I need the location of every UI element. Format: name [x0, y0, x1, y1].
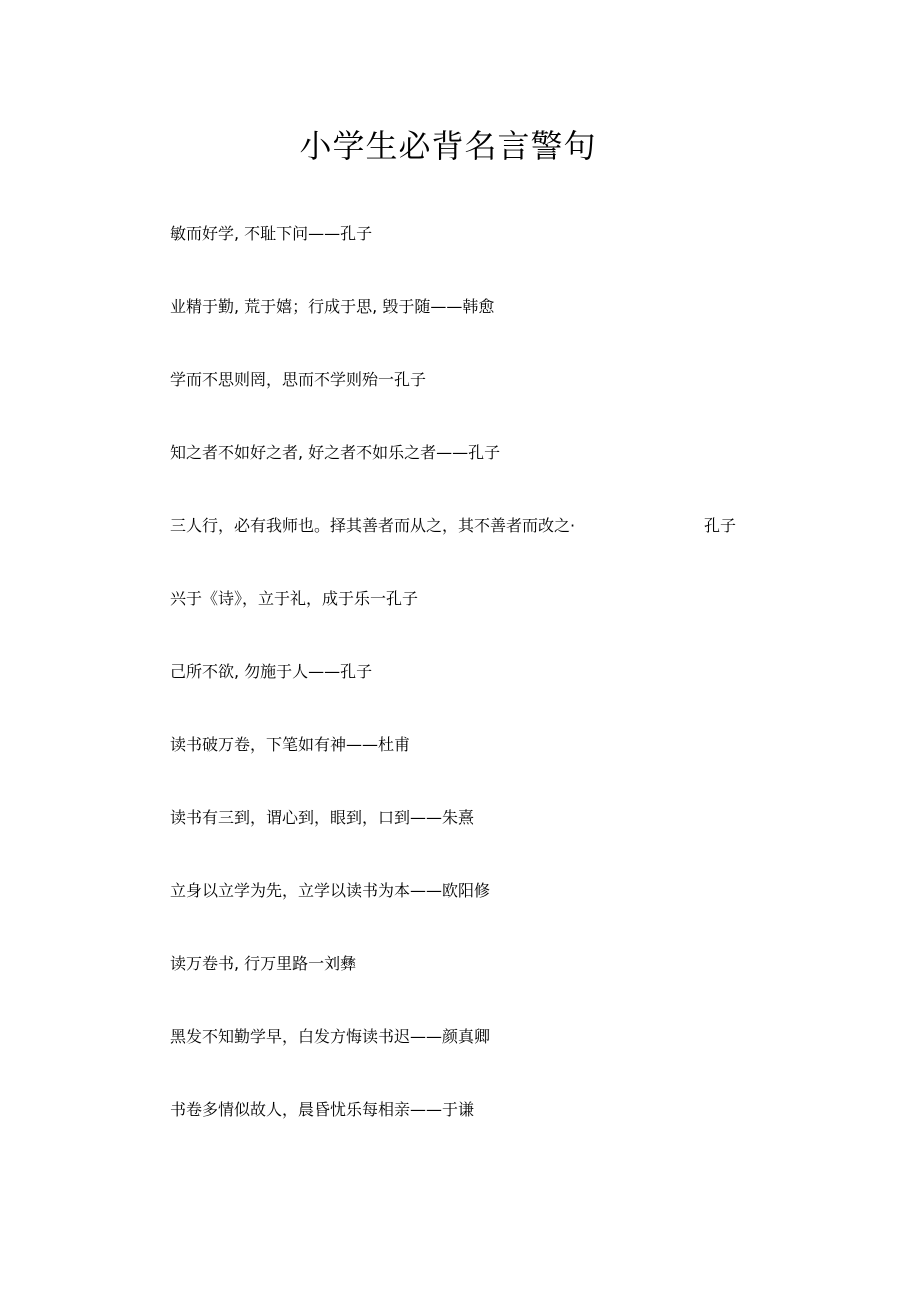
quote-line: 兴于《诗》，立于礼，成于乐一孔子	[170, 589, 419, 608]
quote-line: 读书有三到，谓心到，眼到，口到——朱熹	[170, 808, 475, 827]
quote-line: 读书破万卷，下笔如有神——杜甫	[170, 735, 411, 754]
quote-line-split	[170, 515, 736, 537]
quote-line: 书卷多情似故人，晨昏忧乐每相亲——于谦	[170, 1100, 475, 1119]
quote-line: 黑发不知勤学早，白发方悔读书迟——颜真卿	[170, 1027, 491, 1046]
page-title: 小学生必背名言警句	[299, 127, 597, 165]
quote-line: 立身以立学为先，立学以读书为本——欧阳修	[170, 881, 491, 900]
quote-line: 敏而好学, 不耻下问——孔子	[170, 224, 373, 243]
quote-line: 己所不欲, 勿施于人——孔子	[170, 662, 373, 681]
quote-line: 学而不思则罔，思而不学则殆一孔子	[170, 370, 427, 389]
quote-line: 知之者不如好之者, 好之者不如乐之者——孔子	[170, 443, 501, 462]
quote-author: 孔子	[703, 516, 736, 535]
quote-line: 读万卷书, 行万里路一刘彝	[170, 954, 357, 973]
quote-text: 三人行，必有我师也。择其善者而从之，其不善者而改之·	[170, 516, 576, 535]
quote-line: 业精于勤, 荒于嬉；行成于思, 毁于随——韩愈	[170, 297, 495, 316]
